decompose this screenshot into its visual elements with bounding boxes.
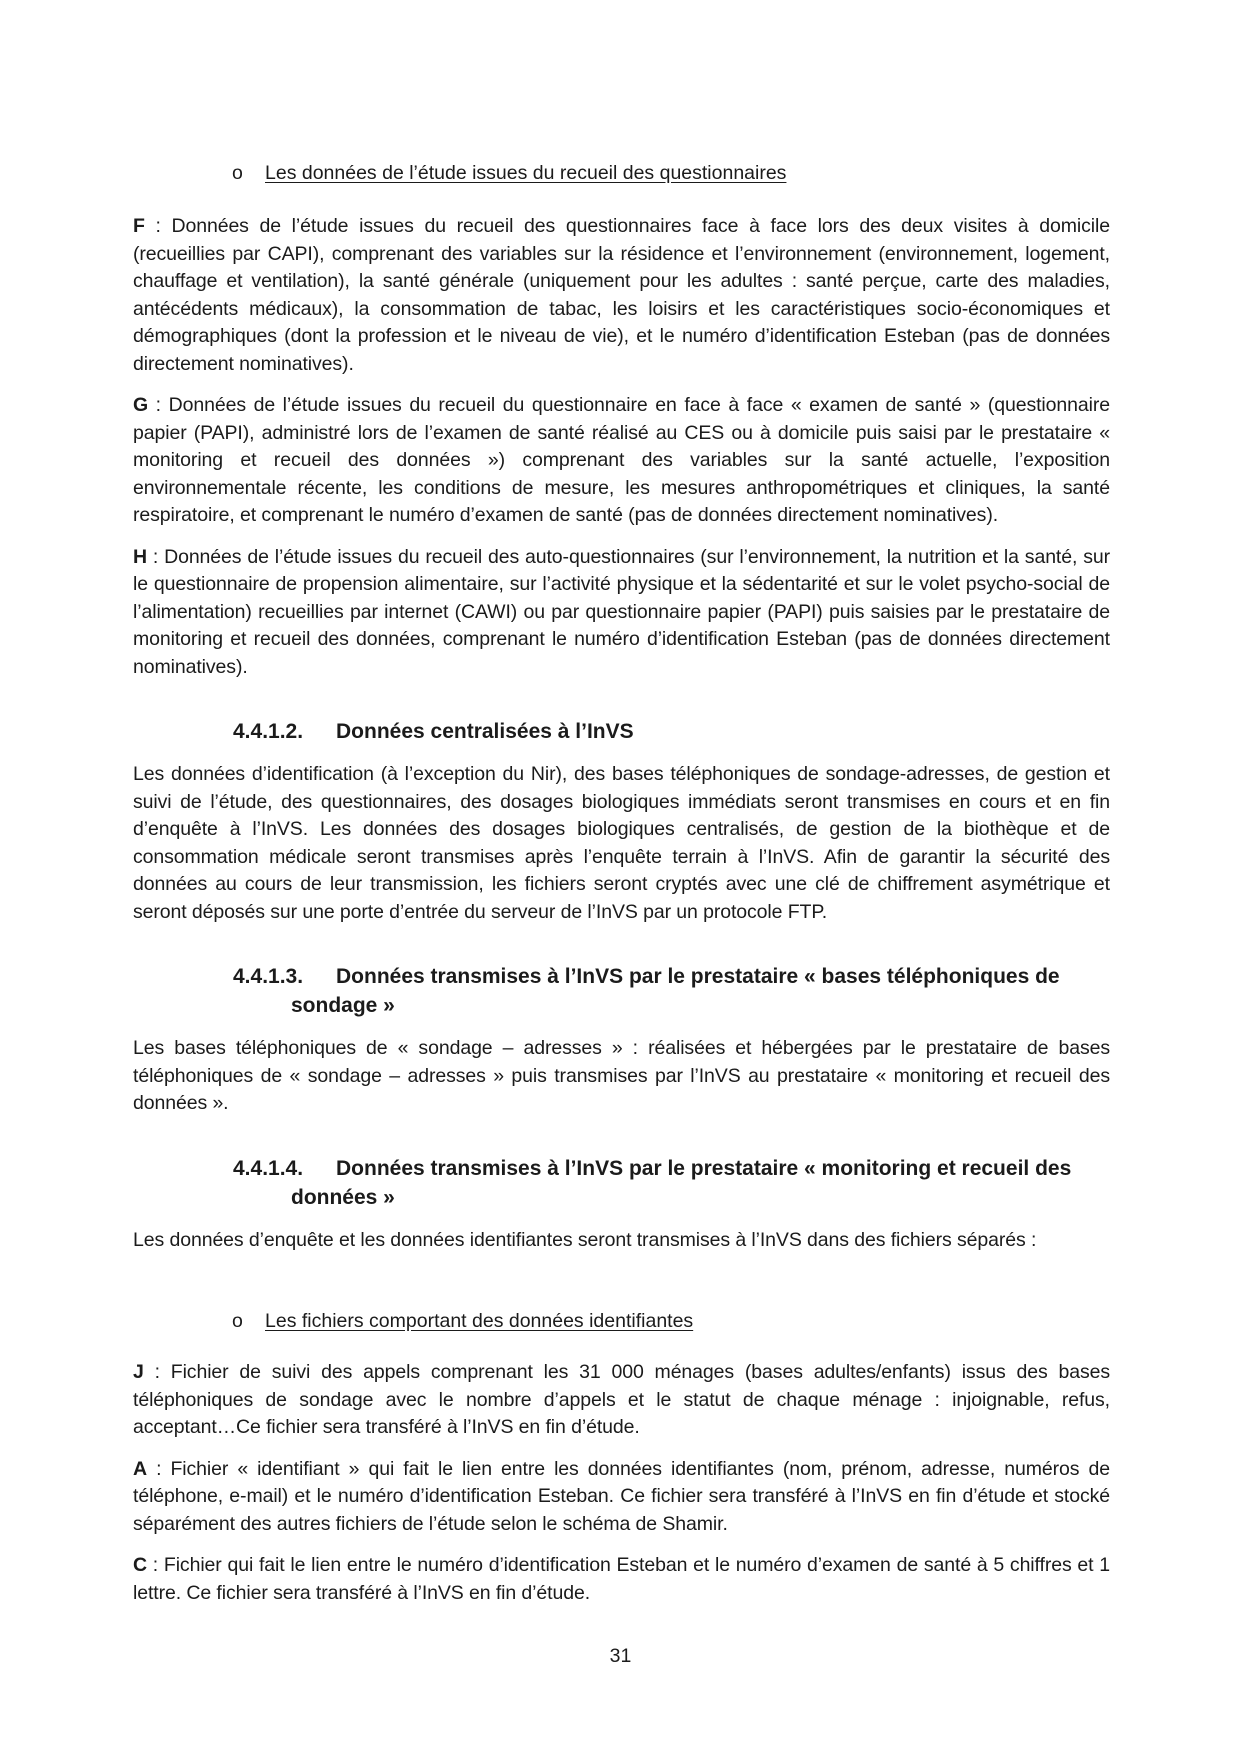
paragraph-j (133, 1359, 1110, 1442)
paragraph-f-text: : Données de l’étude issues du recueil des questionnaires face à face lors des deux visites à domicile (recueillies par CAPI), comprenant des variables sur la résidence et l’environnement (environnement, logement, chauffage et ventilation), la santé générale (uniquement pour les adultes : santé perçue, carte des maladies, antécédents médicaux), la consommation de tabac, les loisirs et les caractéristiques socio-économiques et démographiques (dont la profession et le niveau de vie), et le numéro d’identification Esteban (pas de données directement nominatives). (133, 215, 1110, 375)
paragraph-j-text: : Fichier de suivi des appels comprenant les 31 000 ménages (bases adultes/enfants) issus des bases téléphoniques de sondage avec le nombre d’appels et le statut de chaque ménage : injoignable, refus, acceptant…Ce fichier sera transféré à l’InVS en fin d’étude. (133, 1361, 1110, 1438)
section-heading-4-4-1-4 (233, 1154, 1110, 1212)
page-number: 31 (609, 1645, 632, 1667)
paragraph-a-text: : Fichier « identifiant » qui fait le lien entre les données identifiantes (nom, prénom, adresse, numéros de téléphone, e-mail) et le numéro d’identification Esteban. Ce fichier sera transféré à l’InVS en fin d’étude et stocké séparément des autres fichiers de l’étude selon le schéma de Shamir. (133, 1457, 1110, 1535)
paragraph-h-label: H (133, 545, 147, 568)
paragraph-bases-telephoniques: Les bases téléphoniques de « sondage – adresses » : réalisées et hébergées par le prestataire de bases téléphoniques de « sondage – adresses » puis transmises par l’InVS au prestataire « monitoring et recueil des données ». (133, 1037, 1110, 1114)
paragraph-j-label: J (133, 1361, 144, 1383)
section-heading-4-4-1-3 (233, 962, 1110, 1020)
paragraph-g-text: : Données de l’étude issues du recueil du questionnaire en face à face « examen de santé » (questionnaire papier (PAPI), administré lors de l’examen de santé réalisé au CES ou à domicile puis saisi par le prestataire « monitoring et recueil des données ») comprenant des variables sur la santé actuelle, l’exposition environnementale récente, les conditions de mesure, les mesures anthropométriques et cliniques, la santé respiratoire, et comprenant le numéro d’examen de santé (pas de données directement nominatives). (133, 394, 1110, 526)
paragraph-h (133, 544, 1110, 682)
bullet-heading-questionnaires (232, 160, 1110, 187)
bullet-marker-icon: o (232, 162, 243, 184)
paragraph-a-label: A (133, 1457, 147, 1480)
section-heading-4-4-1-2 (233, 717, 1110, 746)
paragraph-a (133, 1456, 1110, 1539)
paragraph-g (133, 392, 1110, 530)
paragraph-c (133, 1552, 1110, 1607)
bullet-heading-questionnaires-label: Les données de l’étude issues du recueil des questionnaires (265, 162, 787, 184)
paragraph-donnees-centralisees: Les données d’identification (à l’exception du Nir), des bases téléphoniques de sondage-adresses, de gestion et suivi de l’étude, des questionnaires, des dosages biologiques immédiats seront transmises en cours et en fin d’enquête à l’InVS. Les données des dosages biologiques centralisés, de gestion de la biothèque et de consommation médicale seront transmises après l’enquête terrain à l’InVS. Afin de garantir la sécurité des données au cours de leur transmission, les fichiers seront cryptés avec une clé de chiffrement asymétrique et seront déposés sur une porte d’entrée du serveur de l’InVS par un protocole FTP. (133, 763, 1110, 923)
paragraph-fichiers-separes: Les données d’enquête et les données identifiantes seront transmises à l’InVS dans des fichiers séparés : (133, 1228, 1037, 1251)
paragraph-h-text: : Données de l’étude issues du recueil des auto-questionnaires (sur l’environnement, la nutrition et la santé, sur le questionnaire de propension alimentaire, sur l’activité physique et la sédentarité et sur le volet psycho-social de l’alimentation) recueillies par internet (CAWI) ou par questionnaire papier (PAPI) puis saisies par le prestataire de monitoring et recueil des données, comprenant le numéro d’identification Esteban (pas de données directement nominatives). (133, 545, 1110, 678)
bullet-heading-identifiantes (232, 1308, 1110, 1335)
section-heading-4-4-1-4-number: 4.4.1.4. (233, 1156, 304, 1180)
paragraph-c-text: : Fichier qui fait le lien entre le numéro d’identification Esteban et le numéro d’examen de santé à 5 chiffres et 1 lettre. Ce fichier sera transféré à l’InVS en fin d’étude. (133, 1554, 1110, 1604)
bullet-marker-icon: o (232, 1310, 243, 1332)
section-heading-4-4-1-3-number: 4.4.1.3. (233, 965, 304, 988)
section-heading-4-4-1-2-title: Données centralisées à l’InVS (336, 720, 634, 743)
section-heading-4-4-1-3-title: Données transmises à l’InVS par le prestataire « bases téléphoniques de sondage » (291, 965, 1060, 1017)
paragraph-g-label: G (133, 394, 149, 416)
paragraph-f (133, 213, 1110, 378)
section-heading-4-4-1-4-title: Données transmises à l’InVS par le prestataire « monitoring et recueil des données » (291, 1156, 1072, 1209)
bullet-heading-identifiantes-label: Les fichiers comportant des données identifiantes (265, 1310, 694, 1332)
section-heading-4-4-1-2-number: 4.4.1.2. (233, 720, 304, 743)
paragraph-f-label: F (133, 215, 145, 237)
paragraph-c-label: C (133, 1554, 147, 1576)
